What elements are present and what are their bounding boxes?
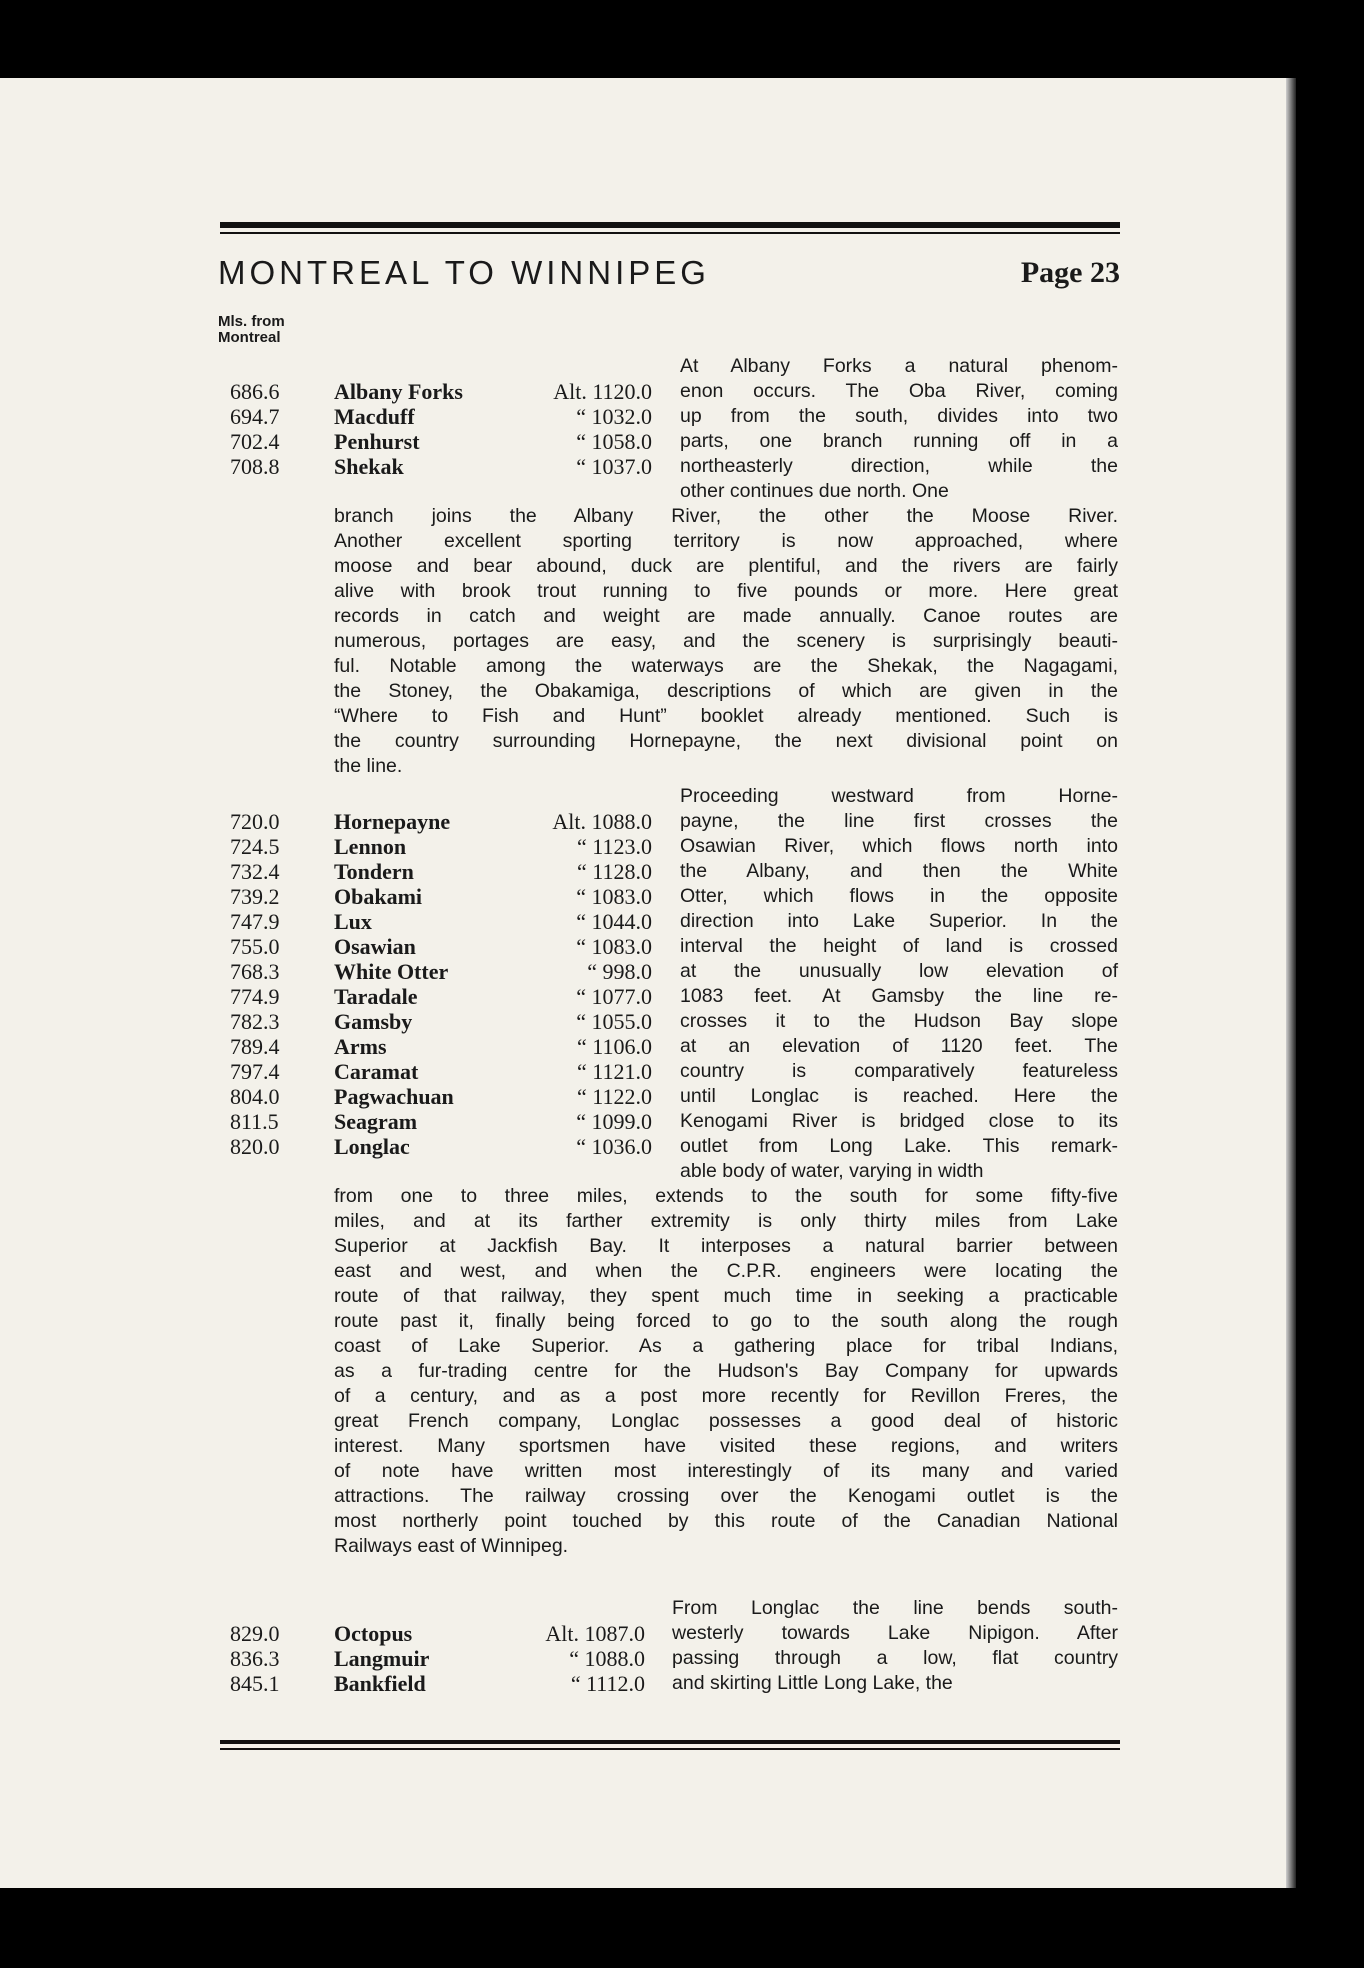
section2-side-text [680,784,1118,1184]
text-line: interest. Many sportsmen have visited these regions, and writers [334,1435,1118,1457]
station-altitude: “ 1128.0 [577,859,652,884]
station-altitude: “ 1122.0 [577,1084,652,1109]
station-name: Macduff [334,404,415,429]
station-miles: 797.4 [230,1059,280,1084]
section2-body-text [334,1184,1118,1559]
station-name: Langmuir [334,1646,430,1671]
station-miles: 811.5 [230,1109,279,1134]
text-line: Another excellent sporting territory is now approached, where [334,530,1118,552]
station-name: Penhurst [334,429,420,454]
station-miles: 724.5 [230,834,280,859]
station-altitude: “ 1123.0 [577,834,652,859]
text-line: Osawian River, which flows north into [680,835,1118,857]
text-line: attractions. The railway crossing over the Kenogami outlet is the [334,1485,1118,1507]
station-miles: 789.4 [230,1034,280,1059]
text-line: of a century, and as a post more recently for Revillon Freres, the [334,1385,1118,1407]
running-title: MONTREAL TO WINNIPEG [218,254,710,291]
top-rule-thin [220,232,1120,234]
station-miles: 747.9 [230,909,280,934]
station-name: Bankfield [334,1671,426,1696]
station-miles: 755.0 [230,934,280,959]
station-altitude: “ 998.0 [587,959,652,984]
text-line: Otter, which flows in the opposite [680,885,1118,907]
station-altitude: Alt. 1088.0 [552,809,652,834]
text-line: route of that railway, they spent much time in seeking a practicable [334,1285,1118,1307]
bottom-rule-thick [220,1740,1120,1744]
text-line: east and west, and when the C.P.R. engineers were locating the [334,1260,1118,1282]
station-altitude: “ 1121.0 [577,1059,652,1084]
station-miles: 708.8 [230,454,280,479]
station-name: Lennon [334,834,407,859]
page-edge [1286,78,1296,1888]
section1-side-text [680,354,1118,504]
text-line: able body of water, varying in width [680,1160,984,1182]
station-name: Tondern [334,859,414,884]
text-line: as a fur-trading centre for the Hudson's Bay Company for upwards [334,1360,1118,1382]
station-miles: 774.9 [230,984,280,1009]
text-line: passing through a low, flat country [672,1647,1118,1669]
station-miles: 804.0 [230,1084,280,1109]
text-line: other continues due north. One [680,480,949,502]
text-line: At Albany Forks a natural phenom- [680,355,1118,377]
text-line: parts, one branch running off in a [680,430,1118,452]
station-miles: 694.7 [230,404,280,429]
miles-column-label [218,314,285,346]
station-altitude: “ 1088.0 [569,1646,645,1671]
text-line: outlet from Long Lake. This remark- [680,1135,1118,1157]
station-name: Hornepayne [334,809,451,834]
station-name: Lux [334,909,372,934]
text-line: the line. [334,755,403,777]
text-line: numerous, portages are easy, and the scenery is surprisingly beauti- [334,630,1118,652]
bottom-rule-thin [220,1748,1120,1750]
text-line: Railways east of Winnipeg. [334,1535,569,1557]
station-name: Caramat [334,1059,419,1084]
text-line: interval the height of land is crossed [680,935,1118,957]
section3-side-text [672,1596,1118,1696]
station-name: Shekak [334,454,404,479]
station-altitude: “ 1099.0 [576,1109,652,1134]
station-name: Osawian [334,934,416,959]
station-altitude: “ 1083.0 [576,884,652,909]
station-miles: 702.4 [230,429,280,454]
station-altitude: “ 1077.0 [576,984,652,1009]
text-line: Superior at Jackfish Bay. It interposes a natural barrier between [334,1235,1118,1257]
text-line: coast of Lake Superior. As a gathering place for tribal Indians, [334,1335,1118,1357]
station-miles: 720.0 [230,809,280,834]
text-line: northeasterly direction, while the [680,455,1118,477]
text-line: records in catch and weight are made annually. Canoe routes are [334,605,1118,627]
text-line: at an elevation of 1120 feet. The [680,1035,1118,1057]
station-name: Gamsby [334,1009,413,1034]
text-line: of note have written most interestingly of its many and varied [334,1460,1118,1482]
station-altitude: “ 1058.0 [576,429,652,454]
text-line: direction into Lake Superior. In the [680,910,1118,932]
station-miles: 768.3 [230,959,280,984]
text-line: country is comparatively featureless [680,1060,1118,1082]
station-altitude: Alt. 1087.0 [545,1621,645,1646]
station-miles: 739.2 [230,884,280,909]
page-number: Page 23 [1020,256,1120,289]
text-line: alive with brook trout running to five pounds or more. Here great [334,580,1118,602]
station-name: Arms [334,1034,387,1059]
text-line: from one to three miles, extends to the south for some fifty-five [334,1185,1118,1207]
text-line: great French company, Longlac possesses a good deal of historic [334,1410,1118,1432]
text-line: route past it, finally being forced to go to the south along the rough [334,1310,1118,1332]
text-line: the Stoney, the Obakamiga, descriptions of which are given in the [334,680,1118,702]
station-name: Albany Forks [334,379,463,404]
station-miles: 686.6 [230,379,280,404]
station-altitude: “ 1032.0 [576,404,652,429]
station-name: Longlac [334,1134,410,1159]
text-line: ful. Notable among the waterways are the Shekak, the Nagagami, [334,655,1118,677]
station-name: White Otter [334,959,449,984]
text-line: 1083 feet. At Gamsby the line re- [680,985,1118,1007]
station-miles: 820.0 [230,1134,280,1159]
text-line: and skirting Little Long Lake, the [672,1672,953,1694]
station-miles: 836.3 [230,1646,280,1671]
station-name: Taradale [334,984,418,1009]
text-line: crosses it to the Hudson Bay slope [680,1010,1118,1032]
station-altitude: “ 1106.0 [577,1034,652,1059]
text-line: moose and bear abound, duck are plentiful, and the rivers are fairly [334,555,1118,577]
text-line: most northerly point touched by this route of the Canadian National [334,1510,1118,1532]
station-altitude: “ 1036.0 [576,1134,652,1159]
station-altitude: “ 1112.0 [570,1671,645,1696]
station-name: Pagwachuan [334,1084,454,1109]
text-line: From Longlac the line bends south- [672,1597,1118,1619]
text-line: at the unusually low elevation of [680,960,1118,982]
text-line: payne, the line first crosses the [680,810,1118,832]
station-name: Octopus [334,1621,413,1646]
text-line: until Longlac is reached. Here the [680,1085,1118,1107]
station-miles: 732.4 [230,859,280,884]
station-altitude: “ 1044.0 [576,909,652,934]
station-altitude: “ 1083.0 [576,934,652,959]
miles-label-line2: Montreal [218,329,281,346]
text-line: westerly towards Lake Nipigon. After [672,1622,1118,1644]
section1-body-text [334,504,1118,779]
station-altitude: “ 1037.0 [576,454,652,479]
station-altitude: “ 1055.0 [576,1009,652,1034]
text-line: Proceeding westward from Horne- [680,785,1118,807]
station-altitude: Alt. 1120.0 [553,379,652,404]
station-miles: 829.0 [230,1621,280,1646]
text-line: “Where to Fish and Hunt” booklet already mentioned. Such is [334,705,1118,727]
station-name: Seagram [334,1109,418,1134]
text-line: enon occurs. The Oba River, coming [680,380,1118,402]
text-line: the country surrounding Hornepayne, the next divisional point on [334,730,1118,752]
text-line: the Albany, and then the White [680,860,1118,882]
top-rule-thick [220,222,1120,228]
miles-label-line1: Mls. from [218,313,285,330]
text-line: up from the south, divides into two [680,405,1118,427]
text-line: miles, and at its farther extremity is only thirty miles from Lake [334,1210,1118,1232]
text-line: Kenogami River is bridged close to its [680,1110,1118,1132]
station-miles: 845.1 [230,1671,280,1696]
station-name: Obakami [334,884,423,909]
station-miles: 782.3 [230,1009,280,1034]
text-line: branch joins the Albany River, the other the Moose River. [334,505,1118,527]
